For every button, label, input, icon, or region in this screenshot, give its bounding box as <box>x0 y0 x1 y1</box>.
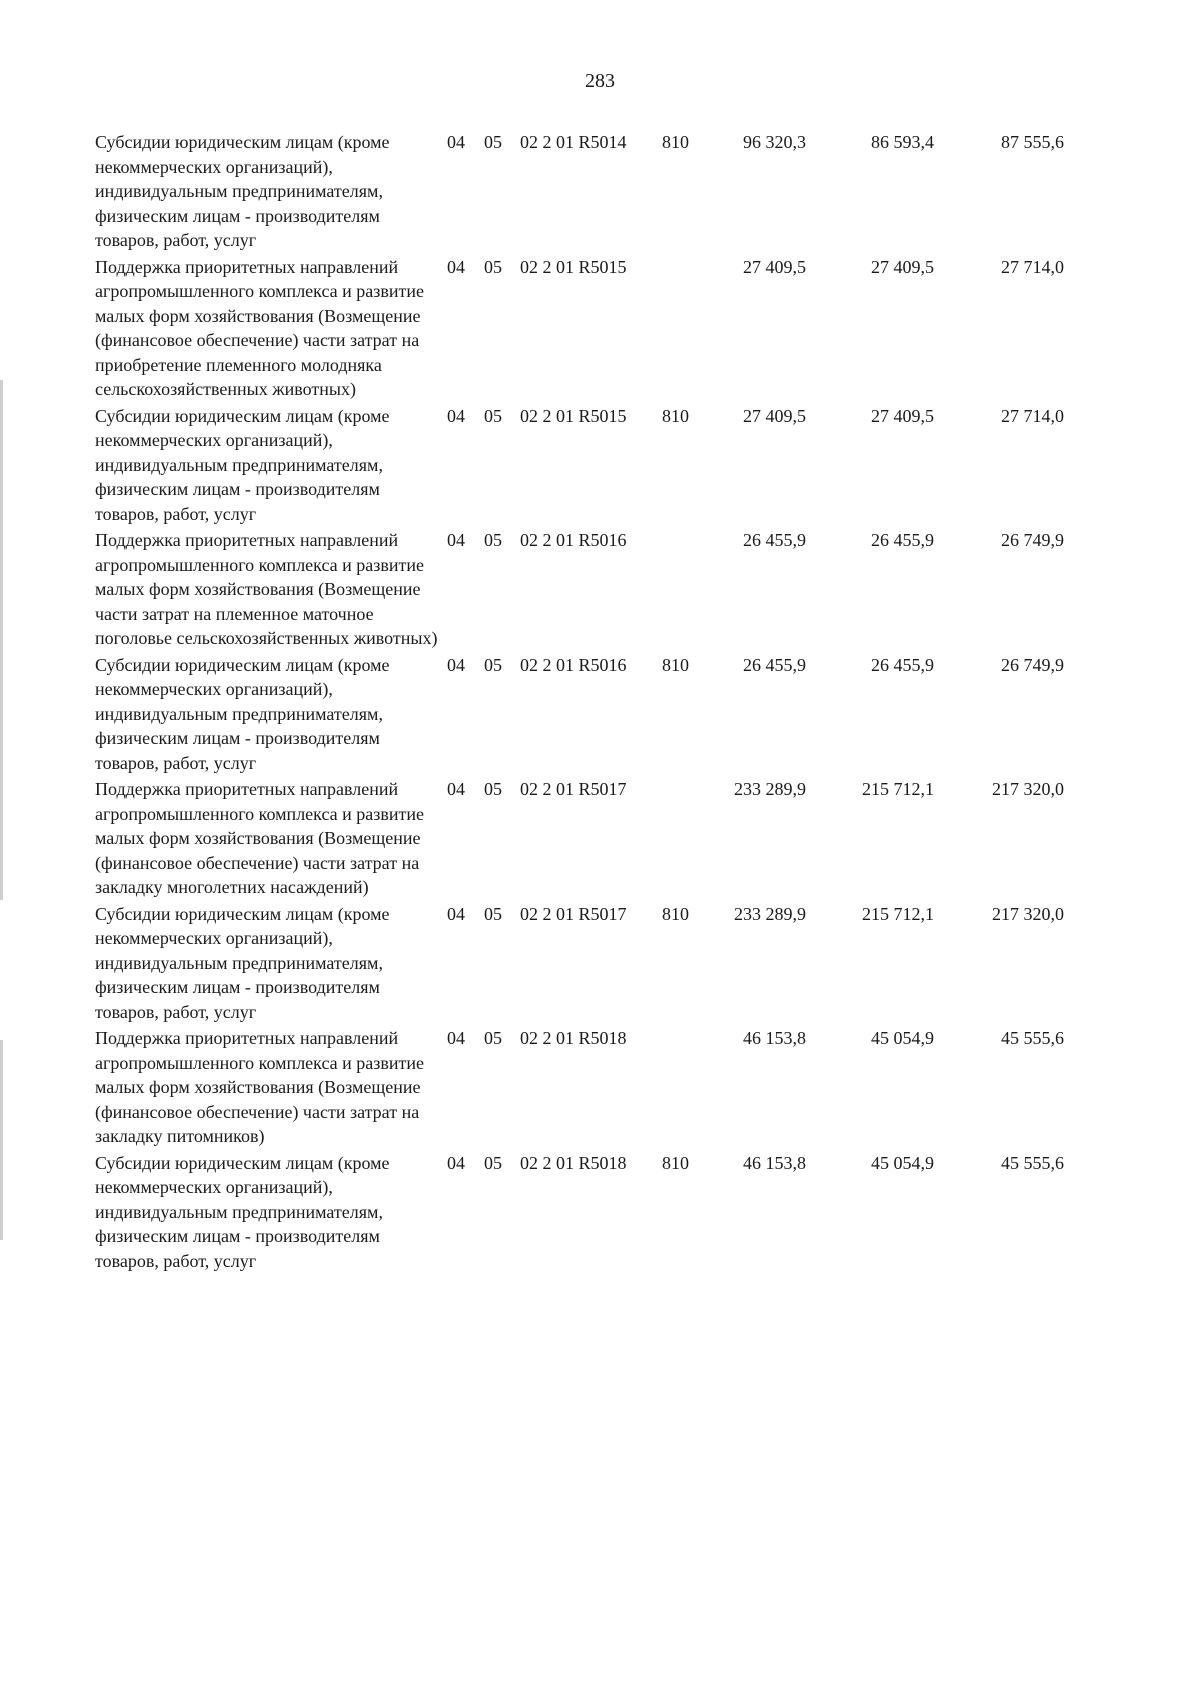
expense-type-code-cell <box>662 255 702 404</box>
subsection-code-cell: 05 <box>484 779 502 799</box>
scan-edge-mark <box>0 1040 3 1240</box>
amount-year2-cell: 86 593,4 <box>871 132 934 152</box>
expense-type-code-cell: 810 <box>662 405 689 426</box>
budget-table <box>95 130 1064 1275</box>
amount-year2-cell: 45 054,9 <box>871 1152 934 1173</box>
amount-year3-cell: 27 714,0 <box>1001 256 1064 277</box>
section-code-cell: 04 <box>447 405 465 426</box>
amount-year3-cell: 27 714,0 <box>1001 405 1064 426</box>
expense-name-cell: Поддержка приоритетных направлений агропромышленного комплекса и развитие малых форм хозяйствования (Возмещение (финансовое обеспечение) части затрат на приобретение племенного молодняка сельскохозяйственных животных) <box>95 256 425 399</box>
expense-name-cell: Поддержка приоритетных направлений агропромышленного комплекса и развитие малых форм хозяйствования (Возмещение (финансовое обеспечение) части затрат на закладку питомников) <box>95 1028 425 1146</box>
amount-year3-cell: 87 555,6 <box>1001 132 1064 152</box>
expense-name-cell: Субсидии юридическим лицам (кроме некоммерческих организаций), индивидуальным предпринимателям, физическим лицам - производителям товаров, работ, услуг <box>95 132 390 250</box>
table-row <box>95 404 1064 529</box>
expense-name-cell: Субсидии юридическим лицам (кроме некоммерческих организаций), индивидуальным предпринимателям, физическим лицам - производителям товаров, работ, услуг <box>95 903 390 1022</box>
table-body <box>95 130 1064 1275</box>
expense-type-code-cell: 810 <box>662 132 689 152</box>
table-row <box>95 1026 1064 1151</box>
page-number: 283 <box>585 70 615 92</box>
section-code-cell: 04 <box>447 779 465 799</box>
target-article-code-cell: 02 2 01 R5018 <box>520 1152 627 1173</box>
target-article-code-cell: 02 2 01 R5015 <box>520 405 627 426</box>
amount-year3-cell: 26 749,9 <box>1001 530 1064 550</box>
amount-year1-cell: 233 289,9 <box>734 903 806 924</box>
amount-year1-cell: 46 153,8 <box>743 1152 806 1173</box>
section-code-cell: 04 <box>447 1028 465 1048</box>
expense-name-cell: Субсидии юридическим лицам (кроме некоммерческих организаций), индивидуальным предпринимателям, физическим лицам - производителям товаров, работ, услуг <box>95 1152 390 1271</box>
target-article-code-cell: 02 2 01 R5014 <box>520 132 627 152</box>
section-code-cell: 04 <box>447 132 465 152</box>
scan-edge-mark <box>0 380 3 900</box>
amount-year3-cell: 217 320,0 <box>992 903 1064 924</box>
table-row <box>95 653 1064 778</box>
expense-type-code-cell: 810 <box>662 654 689 675</box>
amount-year2-cell: 27 409,5 <box>871 405 934 426</box>
amount-year2-cell: 45 054,9 <box>871 1028 934 1048</box>
amount-year2-cell: 26 455,9 <box>871 530 934 550</box>
target-article-code-cell: 02 2 01 R5016 <box>520 654 627 675</box>
expense-type-code-cell <box>662 528 702 653</box>
expense-name-cell: Поддержка приоритетных направлений агропромышленного комплекса и развитие малых форм хозяйствования (Возмещение (финансовое обеспечение) части затрат на закладку многолетних насаждений) <box>95 779 425 897</box>
amount-year3-cell: 26 749,9 <box>1001 654 1064 675</box>
subsection-code-cell: 05 <box>484 530 502 550</box>
table-row <box>95 902 1064 1027</box>
subsection-code-cell: 05 <box>484 256 502 277</box>
subsection-code-cell: 05 <box>484 903 502 924</box>
table-row <box>95 777 1064 902</box>
amount-year2-cell: 215 712,1 <box>862 903 934 924</box>
amount-year1-cell: 233 289,9 <box>734 779 806 799</box>
section-code-cell: 04 <box>447 256 465 277</box>
target-article-code-cell: 02 2 01 R5017 <box>520 903 627 924</box>
amount-year1-cell: 27 409,5 <box>743 256 806 277</box>
amount-year2-cell: 27 409,5 <box>871 256 934 277</box>
expense-name-cell: Субсидии юридическим лицам (кроме некоммерческих организаций), индивидуальным предпринимателям, физическим лицам - производителям товаров, работ, услуг <box>95 405 390 524</box>
expense-name-cell: Субсидии юридическим лицам (кроме некоммерческих организаций), индивидуальным предпринимателям, физическим лицам - производителям товаров, работ, услуг <box>95 654 390 773</box>
amount-year2-cell: 215 712,1 <box>862 779 934 799</box>
table-row <box>95 255 1064 404</box>
amount-year2-cell: 26 455,9 <box>871 654 934 675</box>
expense-type-code-cell: 810 <box>662 1152 689 1173</box>
subsection-code-cell: 05 <box>484 654 502 675</box>
section-code-cell: 04 <box>447 1152 465 1173</box>
table-row <box>95 1151 1064 1276</box>
subsection-code-cell: 05 <box>484 132 502 152</box>
subsection-code-cell: 05 <box>484 1028 502 1048</box>
expense-type-code-cell <box>662 1026 702 1151</box>
target-article-code-cell: 02 2 01 R5018 <box>520 1028 627 1048</box>
section-code-cell: 04 <box>447 530 465 550</box>
amount-year1-cell: 46 153,8 <box>743 1028 806 1048</box>
section-code-cell: 04 <box>447 654 465 675</box>
amount-year1-cell: 96 320,3 <box>743 132 806 152</box>
amount-year3-cell: 45 555,6 <box>1001 1028 1064 1048</box>
subsection-code-cell: 05 <box>484 1152 502 1173</box>
amount-year3-cell: 217 320,0 <box>992 779 1064 799</box>
expense-type-code-cell: 810 <box>662 903 689 924</box>
expense-type-code-cell <box>662 777 702 902</box>
expense-name-cell: Поддержка приоритетных направлений агропромышленного комплекса и развитие малых форм хозяйствования (Возмещение части затрат на племенное маточное поголовье сельскохозяйственных животных) <box>95 530 438 648</box>
section-code-cell: 04 <box>447 903 465 924</box>
table-row <box>95 528 1064 653</box>
target-article-code-cell: 02 2 01 R5015 <box>520 256 627 277</box>
amount-year3-cell: 45 555,6 <box>1001 1152 1064 1173</box>
table-row <box>95 130 1064 255</box>
amount-year1-cell: 27 409,5 <box>743 405 806 426</box>
amount-year1-cell: 26 455,9 <box>743 530 806 550</box>
target-article-code-cell: 02 2 01 R5016 <box>520 530 627 550</box>
amount-year1-cell: 26 455,9 <box>743 654 806 675</box>
subsection-code-cell: 05 <box>484 405 502 426</box>
target-article-code-cell: 02 2 01 R5017 <box>520 779 627 799</box>
